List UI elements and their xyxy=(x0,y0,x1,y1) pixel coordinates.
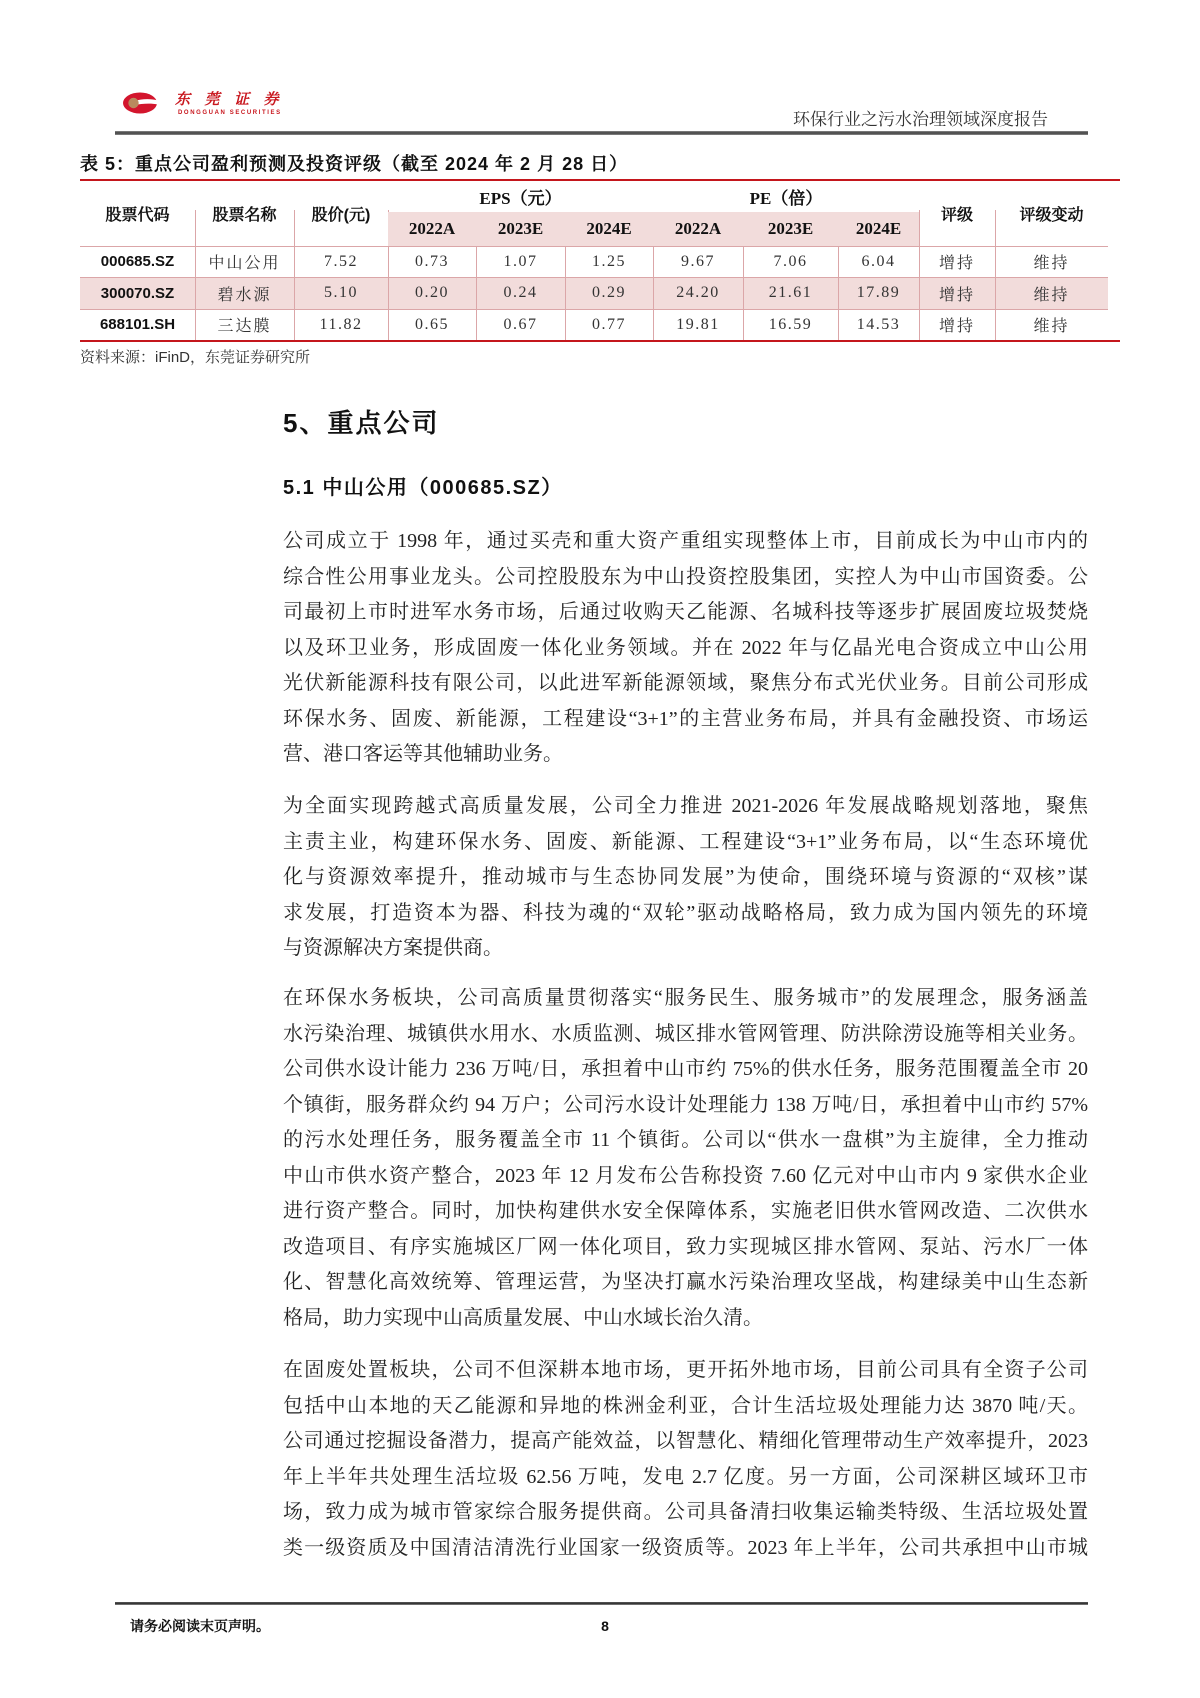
paragraph-solid-waste-business xyxy=(283,1353,1088,1566)
text-line: 公司通过挖掘设备潜力，提高产能效益，以智慧化、精细化管理带动生产效率提升，2023 xyxy=(283,1430,1088,1452)
header-divider xyxy=(115,131,1088,135)
header-stock-code: 股票代码 xyxy=(105,207,170,224)
text-line: 包括中山本地的天乙能源和异地的株洲金利亚，合计生活垃圾处理能力达 3870 吨/天。 xyxy=(283,1394,1088,1417)
text-line: 以及环卫业务，形成固废一体化业务领域。并在 2022 年与亿晶光电合资成立中山公用 xyxy=(283,636,1088,659)
text-line: 个镇街，服务群众约 94 万户；公司污水设计处理能力 138 万吨/日，承担着中山市约 57% xyxy=(283,1093,1088,1116)
text-line: 类一级资质及中国清洁清洗行业国家一级资质等。2023 年上半年，公司共承担中山市城 xyxy=(283,1536,1088,1559)
text-line: 在环保水务板块，公司高质量贯彻落实“服务民生、服务城市”的发展理念，服务涵盖 xyxy=(283,987,1088,1009)
text-line: 综合性公用事业龙头。公司控股股东为中山投资控股集团，实控人为中山市国资委。公 xyxy=(283,565,1088,588)
text-line: 在固废处置板块，公司不但深耕本地市场，更开拓外地市场，目前公司具有全资子公司 xyxy=(283,1359,1088,1381)
cell-eps: 0.65 xyxy=(415,315,449,333)
text-line: 中山市供水资产整合，2023 年 12 月发布公告称投资 7.60 亿元对中山市内 9 家供水企业 xyxy=(283,1164,1088,1187)
paragraph-company-overview xyxy=(283,524,1088,773)
text-line: 进行资产整合。同时，加快构建供水安全保障体系，实施老旧供水管网改造、二次供水 xyxy=(283,1200,1088,1222)
cell-rating: 增持 xyxy=(938,286,975,304)
cell-stock-code: 300070.SZ xyxy=(100,284,175,302)
text-line: 的污水处理任务，服务覆盖全市 11 个镇街。公司以“供水一盘棋”为主旋律，全力推动 xyxy=(283,1129,1088,1151)
cell-price: 5.10 xyxy=(324,284,358,301)
cell-eps: 1.07 xyxy=(503,252,538,270)
cell-stock-name: 中山公用 xyxy=(208,255,281,272)
cell-rating-change: 维持 xyxy=(1033,255,1070,272)
cell-rating-change: 维持 xyxy=(1033,318,1070,335)
cell-stock-code: 000685.SZ xyxy=(100,253,175,270)
cell-eps: 0.73 xyxy=(415,252,449,270)
table-source-note: 资料来源：iFinD，东莞证券研究所 xyxy=(80,349,311,366)
header-pe-group: PE（倍） xyxy=(749,189,823,208)
cell-rating-change: 维持 xyxy=(1033,286,1070,304)
header-price: 股价(元) xyxy=(311,207,371,224)
cell-pe: 24.20 xyxy=(676,284,720,301)
cell-pe: 9.67 xyxy=(681,252,715,270)
text-line: 为全面实现跨越式高质量发展，公司全力推进 2021-2026 年发展战略规划落地，聚焦 xyxy=(283,795,1088,817)
text-line: 求发展，打造资本为器、科技为魂的“双轮”驱动战略格局，致力成为国内领先的环境 xyxy=(283,901,1088,924)
footer-divider xyxy=(115,1602,1088,1605)
cell-eps: 0.20 xyxy=(415,284,449,301)
cell-eps: 0.29 xyxy=(592,284,626,301)
text-line: 水污染治理、城镇供水用水、水质监测、城区排水管网管理、防洪除涝设施等相关业务。 xyxy=(283,1022,1088,1045)
paragraph-water-business xyxy=(283,981,1088,1336)
page-number: 8 xyxy=(601,1618,609,1634)
cell-eps: 0.77 xyxy=(592,315,626,333)
header-stock-name: 股票名称 xyxy=(212,207,277,224)
logo-chinese-name: 东莞证券 xyxy=(175,92,294,108)
table-caption: 表 5：重点公司盈利预测及投资评级（截至 2024 年 2 月 28 日） xyxy=(80,154,629,174)
table-bottom-border xyxy=(80,340,1120,342)
header-pe-year: 2022A xyxy=(653,212,743,246)
cell-pe: 17.89 xyxy=(856,284,901,301)
text-line: 公司成立于 1998 年，通过买壳和重大资产重组实现整体上市，目前成长为中山市内的 xyxy=(283,530,1088,552)
text-line: 司最初上市时进军水务市场，后通过收购天乙能源、名城科技等逐步扩展固废垃圾焚烧 xyxy=(283,601,1088,623)
header-eps-group: EPS（元） xyxy=(479,189,562,208)
header-pe-year: 2024E xyxy=(838,212,919,246)
header-pe-year: 2023E xyxy=(743,212,838,246)
text-line: 主责主业，构建环保水务、固废、新能源、工程建设“3+1”业务布局，以“生态环境优 xyxy=(283,830,1088,853)
header-eps-year: 2023E xyxy=(476,212,565,246)
cell-eps: 1.25 xyxy=(592,252,626,270)
text-line: 场，致力成为城市管家综合服务提供商。公司具备清扫收集运输类特级、生活垃圾处置 xyxy=(283,1501,1088,1523)
text-line: 营、港口客运等其他辅助业务。 xyxy=(283,743,563,765)
earnings-forecast-table xyxy=(80,179,1120,343)
logo-english-name: DONGGUAN SECURITIES xyxy=(178,110,282,116)
cell-price: 7.52 xyxy=(324,252,358,270)
header-rating-change: 评级变动 xyxy=(1019,207,1084,224)
logo-mark-icon xyxy=(122,92,158,114)
text-line: 化与资源效率提升，推动城市与生态协同发展”为使命，围绕环境与资源的“双核”谋 xyxy=(283,866,1088,888)
cell-pe: 7.06 xyxy=(773,252,808,270)
cell-stock-name: 碧水源 xyxy=(217,286,272,304)
text-line: 化、智慧化高效统筹、管理运营，为坚决打赢水污染治理攻坚战，构建绿美中山生态新 xyxy=(283,1271,1088,1293)
header-eps-year: 2024E xyxy=(565,212,653,246)
text-line: 环保水务、固废、新能源，工程建设“3+1”的主营业务布局，并具有金融投资、市场运 xyxy=(283,707,1088,730)
cell-eps: 0.24 xyxy=(503,284,538,301)
paragraph-strategy xyxy=(283,789,1088,967)
cell-pe: 16.59 xyxy=(768,315,813,333)
text-line: 年上半年共处理生活垃圾 62.56 万吨，发电 2.7 亿度。另一方面，公司深耕区域环卫市 xyxy=(283,1465,1088,1488)
cell-stock-name: 三达膜 xyxy=(217,318,272,335)
cell-pe: 19.81 xyxy=(676,315,720,333)
cell-rating: 增持 xyxy=(938,318,975,335)
cell-eps: 0.67 xyxy=(503,315,538,333)
footer-disclaimer: 请务必阅读末页声明。 xyxy=(130,1618,270,1634)
text-line: 与资源解决方案提供商。 xyxy=(283,937,503,959)
cell-rating: 增持 xyxy=(938,255,975,272)
text-line: 公司供水设计能力 236 万吨/日，承担着中山市约 75%的供水任务，服务范围覆盖全市 20 xyxy=(283,1058,1088,1080)
cell-pe: 21.61 xyxy=(768,284,813,301)
cell-price: 11.82 xyxy=(319,315,363,333)
cell-pe: 6.04 xyxy=(861,252,896,270)
cell-stock-code: 688101.SH xyxy=(99,316,176,333)
header-rating: 评级 xyxy=(940,207,973,224)
table-top-border xyxy=(80,179,1120,181)
text-line: 光伏新能源科技有限公司，以此进军新能源领域，聚焦分布式光伏业务。目前公司形成 xyxy=(283,672,1088,694)
subsection-title: 5.1 中山公用（000685.SZ） xyxy=(283,477,563,499)
header-eps-year: 2022A xyxy=(388,212,476,246)
cell-pe: 14.53 xyxy=(856,315,901,333)
section-title: 5、重点公司 xyxy=(283,408,440,438)
text-line: 改造项目、有序实施城区厂网一体化项目，致力实现城区排水管网、泵站、污水厂一体 xyxy=(283,1235,1088,1258)
text-line: 格局，助力实现中山高质量发展、中山水域长治久清。 xyxy=(283,1306,763,1329)
report-title: 环保行业之污水治理领域深度报告 xyxy=(793,110,1048,129)
